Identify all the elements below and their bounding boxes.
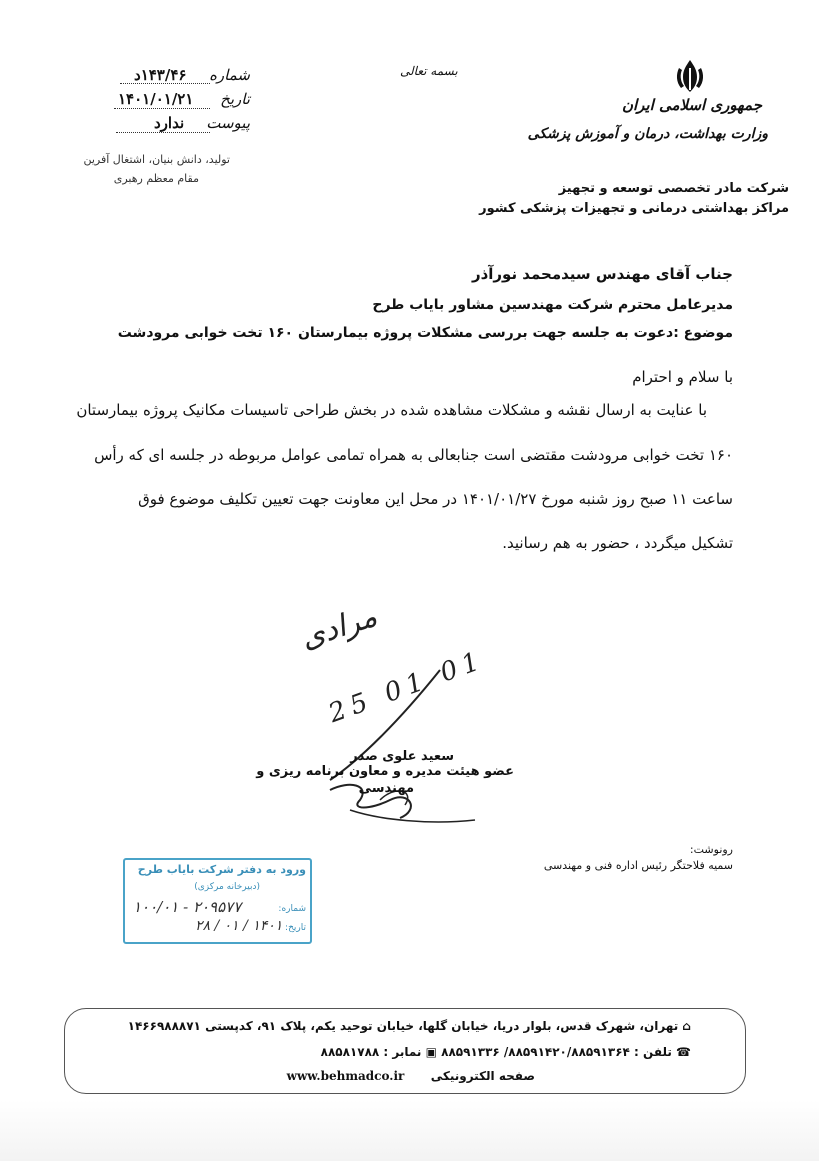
attachment-value: ندارد: [154, 114, 185, 132]
recipient-title: مدیرعامل محترم شرکت مهندسین مشاور بایاب طرح: [372, 297, 733, 313]
phone-icon: ☎: [671, 1045, 691, 1059]
slogan-source: مقام معظم رهبری: [113, 172, 199, 185]
fax-value: ۸۸۵۸۱۷۸۸: [320, 1045, 380, 1059]
phone-values: ۸۸۵۹۱۴۲۰/۸۸۵۹۱۳۶۴/ ۸۸۵۹۱۳۳۶: [441, 1045, 630, 1059]
web-label: صفحه الکترونیکی: [430, 1069, 535, 1083]
web-link[interactable]: www.behmadco.ir: [286, 1069, 405, 1083]
phone-label: تلفن :: [634, 1045, 672, 1059]
footer-box: [64, 1008, 746, 1094]
date-label: تاریخ: [220, 90, 250, 108]
number-label: شماره: [209, 66, 250, 84]
republic-name: جمهوری اسلامی ایران: [621, 96, 762, 114]
signer-name: سعید علوی صدر: [350, 749, 454, 764]
body-line-1: با عنایت به ارسال نقشه و مشکلات مشاهده شده در بخش طراحی تاسیسات مکانیک پروژه بیمارستان: [76, 401, 707, 419]
incoming-stamp: [123, 858, 312, 944]
date-dots: [114, 108, 210, 109]
date-value: ۱۴۰۱/۰۱/۲۱: [118, 90, 194, 108]
stamp-date-label: تاریخ:: [285, 923, 306, 933]
company-line-2: مراکز بهداشتی درمانی و تجهیزات پزشکی کشور: [479, 201, 789, 216]
stamp-subtitle: (دبیرخانه مرکزی): [194, 882, 260, 892]
iran-emblem-icon: [673, 58, 707, 96]
stamp-number-label: شماره:: [278, 904, 306, 914]
company-line-1: شرکت مادر تخصصی توسعه و تجهیز: [558, 181, 789, 196]
cc-line: سمیه فلاحتگر رئیس اداره فنی و مهندسی: [543, 859, 733, 872]
stamp-number-value: ۱۰۰/۰۱ - ۲۰۹۵۷۷: [133, 898, 242, 916]
signer-title-1: عضو هیئت مدیره و معاون برنامه ریزی و: [256, 764, 514, 779]
slogan: تولید، دانش بنیان، اشتغال آفرین: [83, 153, 230, 166]
stamp-title: ورود به دفتر شرکت بایاب طرح: [137, 863, 306, 876]
greeting: با سلام و احترام: [632, 368, 733, 386]
location-icon: ⌂: [678, 1019, 691, 1033]
stamp-date-value: ۲۸ / ۰۱ / ۱۴۰۱: [195, 918, 283, 934]
footer-address: [128, 1019, 691, 1033]
handwritten-date: 25 01 01: [324, 644, 489, 730]
attachment-label: پیوست: [206, 114, 250, 132]
recipient-name: جناب آقای مهندس سیدمحمد نورآذر: [471, 265, 733, 283]
body-line-3: ساعت ۱۱ صبح روز شنبه مورخ ۱۴۰۱/۰۱/۲۷ در محل این معاونت جهت تعیین تکلیف موضوع فوق: [138, 490, 733, 508]
signer-title-2: مهندسی: [358, 781, 414, 796]
body-line-4: تشکیل میگردد ، حضور به هم رسانید.: [502, 534, 733, 552]
address-text: تهران، شهرک قدس، بلوار دریا، خیابان گلها، خیابان توحید یکم، پلاک ۹۱، کدپستی ۱۴۶۶۹۸۸۸۷۱: [127, 1019, 679, 1033]
body-line-2: ۱۶۰ تخت خوابی مرودشت مقتضی است جنابعالی به همراه تمامی عوامل مربوطه در جلسه ای که رأس: [94, 446, 733, 464]
ministry-name: وزارت بهداشت، درمان و آموزش پزشکی: [527, 126, 768, 142]
footer-web: [287, 1069, 535, 1083]
ministry-logo-block: [527, 58, 770, 168]
fax-label: نمابر :: [383, 1045, 422, 1059]
cc-label: رونوشت:: [689, 843, 733, 856]
fax-icon: ▣: [421, 1045, 437, 1059]
handwritten-note: مرادی: [296, 598, 382, 657]
attachment-dots: [116, 132, 210, 133]
meta-block: [110, 66, 250, 136]
number-dots: [120, 83, 210, 84]
footer-contacts: [321, 1045, 691, 1059]
letter-subject: موضوع :دعوت به جلسه جهت بررسی مشکلات پروژه بیمارستان ۱۶۰ تخت خوابی مرودشت: [117, 325, 733, 341]
number-value: ۱۴۳/۴۶د: [134, 66, 187, 84]
page-bottom-edge: [0, 1100, 819, 1161]
basmala: بسمه تعالی: [400, 64, 458, 78]
